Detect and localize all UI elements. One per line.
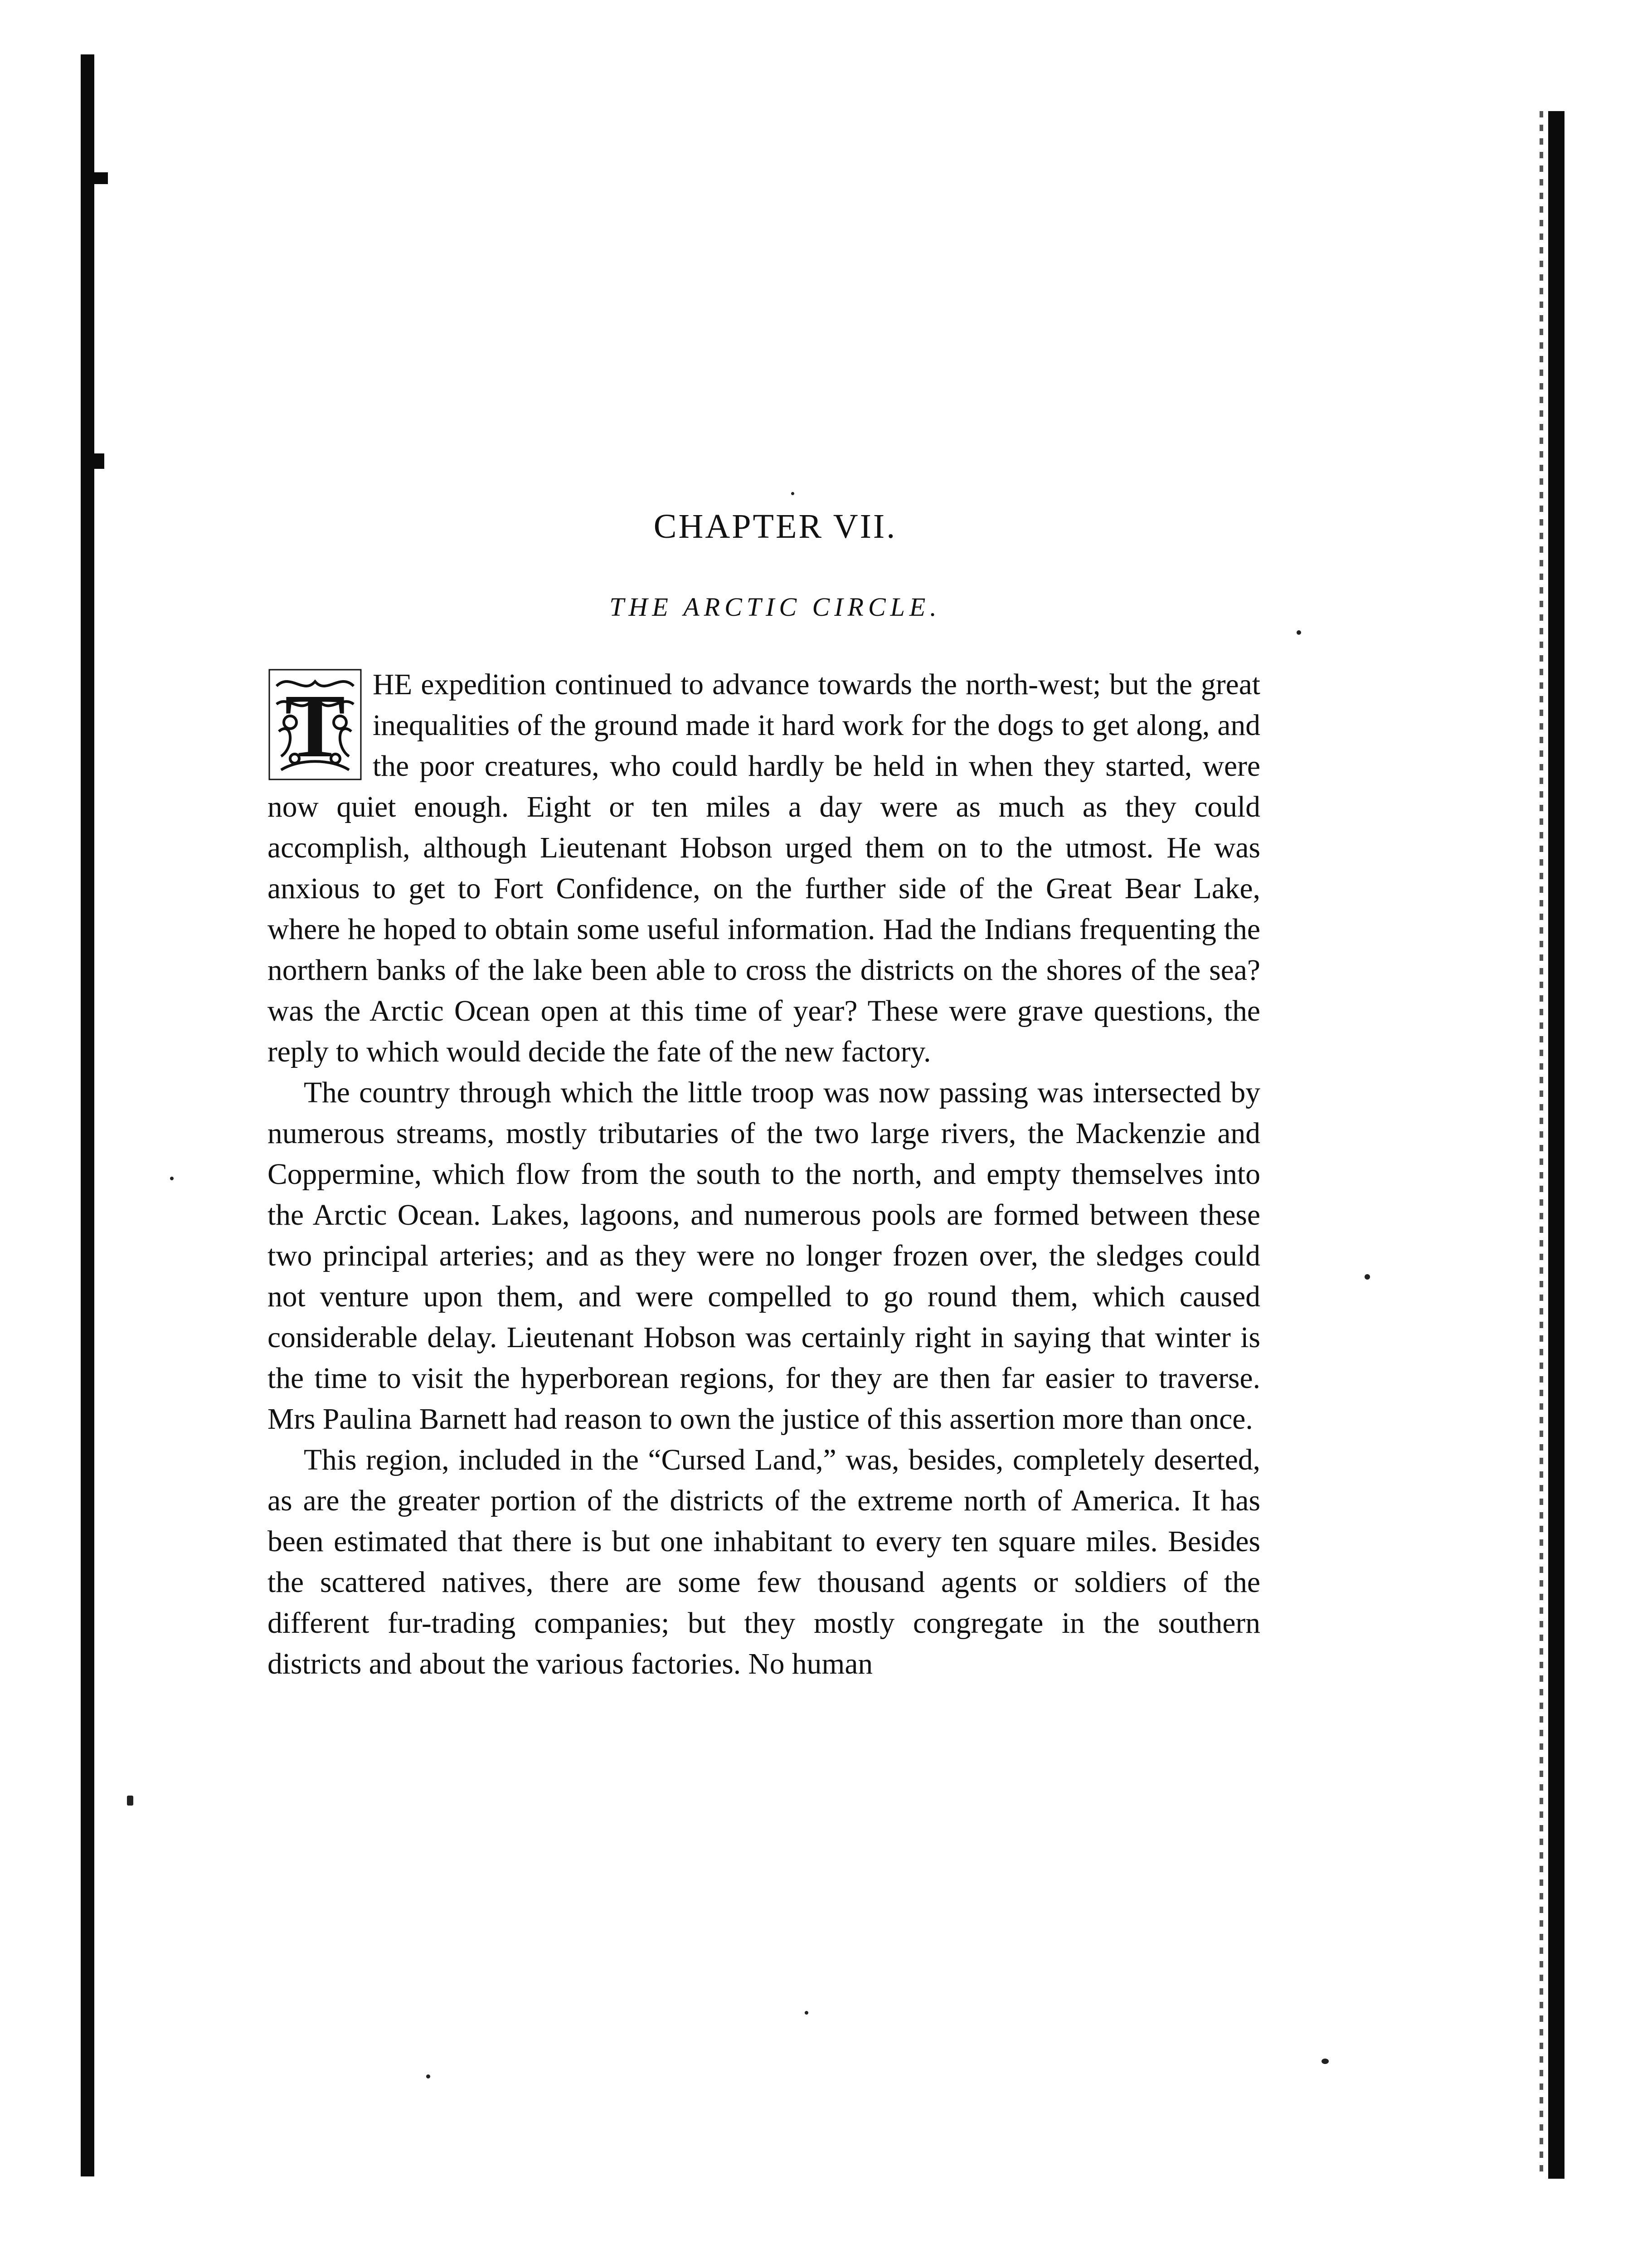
right-edge-shadow — [1540, 111, 1543, 2179]
scan-speck — [127, 1796, 133, 1806]
chapter-heading: CHAPTER VII. — [653, 507, 897, 545]
right-page-edge — [1548, 111, 1565, 2179]
chapter-title: THE ARCTIC CIRCLE. — [609, 592, 941, 622]
paragraph-text: HE expedition continued to advance towards the north-west; but the great inequalities of the ground made it hard work for the dogs to get along, and the poor creatures, who could hardly be held in when they started, were now quiet enough. Eight or ten miles a day were as much as they could accomplish, although Lieutenant Hobson urged them on to the utmost. He was anxious to get to Fort Confidence, on the further side of the Great Bear Lake, where he hoped to obtain some useful information. Had the Indians frequenting the northern banks of the lake been able to cross the districts on the shores of the sea? was the Arctic Ocean open at this time of year? These were grave questions, the reply to which would decide the fate of the new factory. — [267, 668, 1260, 1068]
left-edge-mark — [81, 172, 108, 184]
scan-speck — [1297, 630, 1301, 635]
scan-speck — [426, 2074, 430, 2079]
chapter-body — [267, 664, 1260, 1684]
scan-speck — [1322, 2059, 1329, 2064]
scan-speck — [791, 492, 794, 495]
left-edge-mark — [81, 453, 104, 469]
svg-text:T: T — [285, 676, 345, 776]
scan-speck — [805, 2011, 808, 2015]
scan-speck — [1365, 1274, 1370, 1280]
opening-paragraph — [267, 664, 1260, 1072]
left-page-edge — [81, 54, 94, 2176]
scan-speck — [170, 1177, 174, 1180]
paragraph: This region, included in the “Cursed Land,” was, besides, completely deserted, as are the greater portion of the districts of the extreme north of America. It has been estimated that there is but one inhabitant to every ten square miles. Besides the scattered natives, there are some few thousand agents or soldiers of the different fur-trading companies; but they mostly congregate in the southern districts and about the various factories. No human — [267, 1444, 1260, 1680]
ornamental-drop-cap-t — [267, 668, 363, 781]
paragraph: The country through which the little troop was now passing was intersected by numerous streams, mostly tributaries of the two large rivers, the Mackenzie and Coppermine, which flow from the south to the north, and empty themselves into the Arctic Ocean. Lakes, lagoons, and numerous pools are formed between these two principal arteries; and as they were no longer frozen over, the sledges could not venture upon them, and were compelled to go round them, which caused considerable delay. Lieutenant Hobson was certainly right in saying that winter is the time to visit the hyperborean regions, for they are then far easier to traverse. Mrs Paulina Barnett had reason to own the justice of this assertion more than once. — [267, 1076, 1260, 1436]
